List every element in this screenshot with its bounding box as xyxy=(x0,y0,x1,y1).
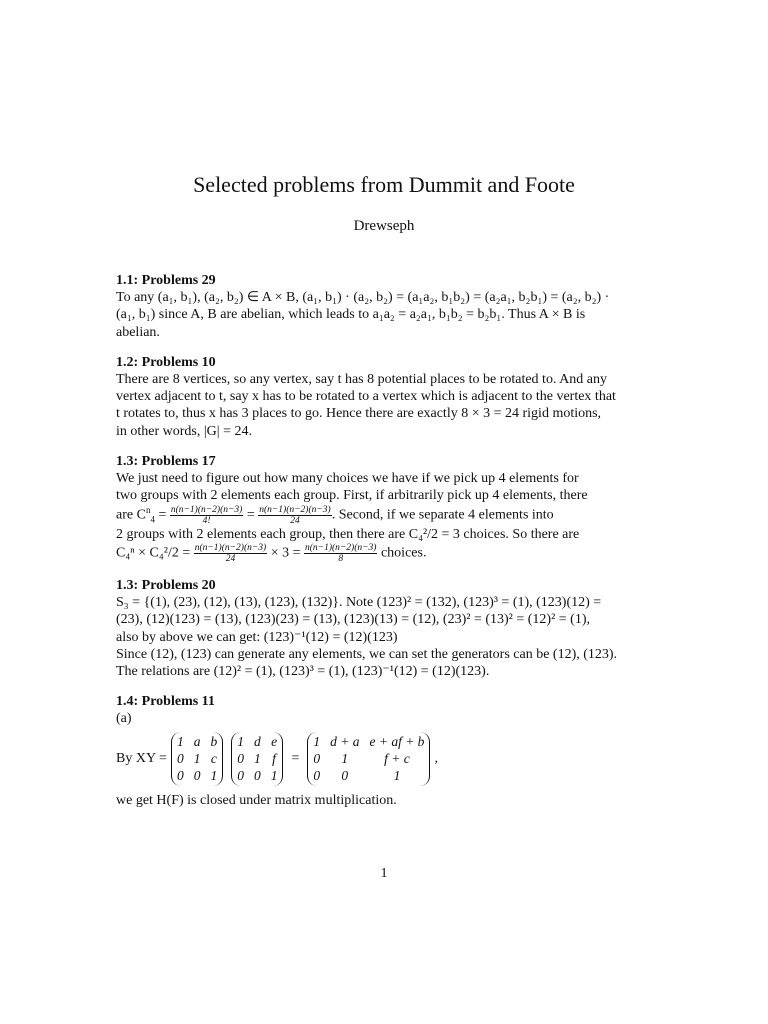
text-line: To any (a₁, b₁), (a₂, b₂) ∈ A × B, (a₁, b₁) · (a₂, b₂) = (a₁a₂, b₁b₂) = (a₂a₁, b₂b₁) = (a₂, b₂) · xyxy=(116,290,610,305)
matrix-cell: 1 xyxy=(393,767,401,783)
section-1-1 xyxy=(116,272,654,341)
text-line: S₃ = {(1), (23), (12), (13), (123), (132)}. Note (123)² = (132), (123)³ = (1), (123)(12) = xyxy=(116,594,602,610)
formula-line xyxy=(116,543,654,564)
section-1-3-a xyxy=(116,453,654,564)
matrix-cell: 1 xyxy=(253,750,261,766)
matrix-cell: e + af + b xyxy=(369,733,425,749)
matrix-equation xyxy=(116,732,654,786)
matrix-y xyxy=(231,732,283,786)
matrix-cell: a xyxy=(193,733,201,749)
part-label: (a) xyxy=(116,711,132,727)
matrix-cell: d + a xyxy=(330,733,360,749)
section-text xyxy=(116,792,654,809)
text-line: We just need to figure out how many choices we have if we pick up 4 elements for xyxy=(116,471,579,487)
fraction-denominator: 24 xyxy=(290,515,300,526)
text-fragment: are C xyxy=(116,507,146,523)
text-line: in other words, |G| = 24. xyxy=(116,423,252,439)
matrix-cell: 1 xyxy=(176,733,184,749)
text-line: vertex adjacent to t, say x has to be rotated to a vertex which is adjacent to the vertex that xyxy=(116,389,616,405)
subscript: 4 xyxy=(150,514,155,525)
text-fragment: . Second, if we separate 4 elements into xyxy=(331,507,554,523)
matrix-cell: 0 xyxy=(313,767,321,783)
text-line: we get H(F) is closed under matrix multiplication. xyxy=(116,792,397,808)
section-heading: 1.2: Problems 10 xyxy=(116,354,216,370)
equation-label: By XY = xyxy=(116,751,167,767)
matrix-cell: 0 xyxy=(193,767,201,783)
matrix-cell: 1 xyxy=(237,733,244,749)
text-line: abelian. xyxy=(116,324,160,340)
section-text xyxy=(116,594,654,680)
fraction xyxy=(304,543,377,564)
section-heading: 1.3: Problems 17 xyxy=(116,454,216,470)
fraction xyxy=(258,505,331,526)
superscript: n xyxy=(145,504,151,515)
fraction-numerator: n(n−1)(n−2)(n−3) xyxy=(170,504,243,515)
equals-sign: = xyxy=(291,751,300,767)
matrix-cell: 0 xyxy=(253,767,261,783)
matrix-x xyxy=(171,732,223,786)
text-line: t rotates to, thus x has 3 places to go. Hence there are exactly 8 × 3 = 24 rigid motions, xyxy=(116,406,602,422)
section-heading: 1.1: Problems 29 xyxy=(116,273,216,288)
fraction xyxy=(194,543,267,564)
section-heading: 1.4: Problems 11 xyxy=(116,694,215,710)
text-fragment: × 3 = xyxy=(267,545,304,561)
formula-line xyxy=(116,505,654,526)
fraction xyxy=(170,505,243,526)
fraction-denominator: 24 xyxy=(225,553,236,564)
matrix-cell: 0 xyxy=(176,750,184,766)
section-text xyxy=(116,289,654,341)
text-fragment: = xyxy=(243,507,259,523)
matrix-cell: 1 xyxy=(313,733,321,749)
matrix-cell: 0 xyxy=(237,750,244,766)
matrix-cell: f xyxy=(272,750,276,766)
matrix-cell: 1 xyxy=(341,750,349,766)
matrix-cell: 1 xyxy=(270,767,278,783)
section-1-2 xyxy=(116,354,654,440)
matrix-cell: e xyxy=(271,733,278,749)
matrix-cell: f + c xyxy=(384,750,410,766)
matrix-product xyxy=(307,732,430,786)
fraction-numerator: n(n−1)(n−2)(n−3) xyxy=(194,542,267,553)
matrix-cell: c xyxy=(210,750,217,766)
text-line: (23), (12)(123) = (13), (123)(23) = (13), (123)(13) = (12), (23)² = (13)² = (12)² = (1), xyxy=(116,612,591,628)
text-line: (a₁, b₁) since A, B are abelian, which leads to a₁a₂ = a₂a₁, b₁b₂ = b₂b₁. Thus A × B is xyxy=(116,307,586,323)
section-1-4 xyxy=(116,693,654,809)
paper-title: Selected problems from Dummit and Foote xyxy=(193,172,575,197)
text-fragment: = xyxy=(154,507,170,523)
text-fragment: C₄ⁿ × C₄²/2 = xyxy=(116,545,194,561)
trailing-comma: , xyxy=(434,751,438,767)
text-line: Since (12), (123) can generate any elements, we can set the generators can be (12), (123). xyxy=(116,646,618,662)
matrix-cell: b xyxy=(210,733,218,749)
matrix-cell: 1 xyxy=(193,750,201,766)
fraction-denominator: 8 xyxy=(338,553,344,564)
text-line: There are 8 vertices, so any vertex, say t has 8 potential places to be rotated to. And any xyxy=(116,371,607,387)
matrix-cell: 1 xyxy=(210,767,218,783)
section-text xyxy=(116,470,654,564)
matrix-cell: d xyxy=(253,733,261,749)
text-line: 2 groups with 2 elements each group, then there are C₄²/2 = 3 choices. So there are xyxy=(116,526,580,542)
paper-author: Drewseph xyxy=(353,218,415,234)
fraction-denominator: 4! xyxy=(202,515,211,526)
matrix-cell: 0 xyxy=(313,750,321,766)
section-heading: 1.3: Problems 20 xyxy=(116,577,216,593)
paper-body xyxy=(116,272,654,822)
section-1-3-b xyxy=(116,577,654,680)
matrix-cell: 0 xyxy=(237,767,244,783)
fraction-numerator: n(n−1)(n−2)(n−3) xyxy=(305,542,377,553)
text-fragment: choices. xyxy=(377,545,427,561)
text-line: also by above we can get: (123)⁻¹(12) = (12)(123) xyxy=(116,629,398,645)
matrix-cell: 0 xyxy=(176,767,184,783)
text-line: The relations are (12)² = (1), (123)³ = (1), (123)⁻¹(12) = (12)(123). xyxy=(116,664,490,680)
fraction-numerator: n(n−1)(n−2)(n−3) xyxy=(259,504,331,515)
text-line: two groups with 2 elements each group. First, if arbitrarily pick up 4 elements, there xyxy=(116,488,588,504)
matrix-cell: 0 xyxy=(341,767,349,783)
page-number: 1 xyxy=(380,866,388,881)
section-text xyxy=(116,371,654,440)
